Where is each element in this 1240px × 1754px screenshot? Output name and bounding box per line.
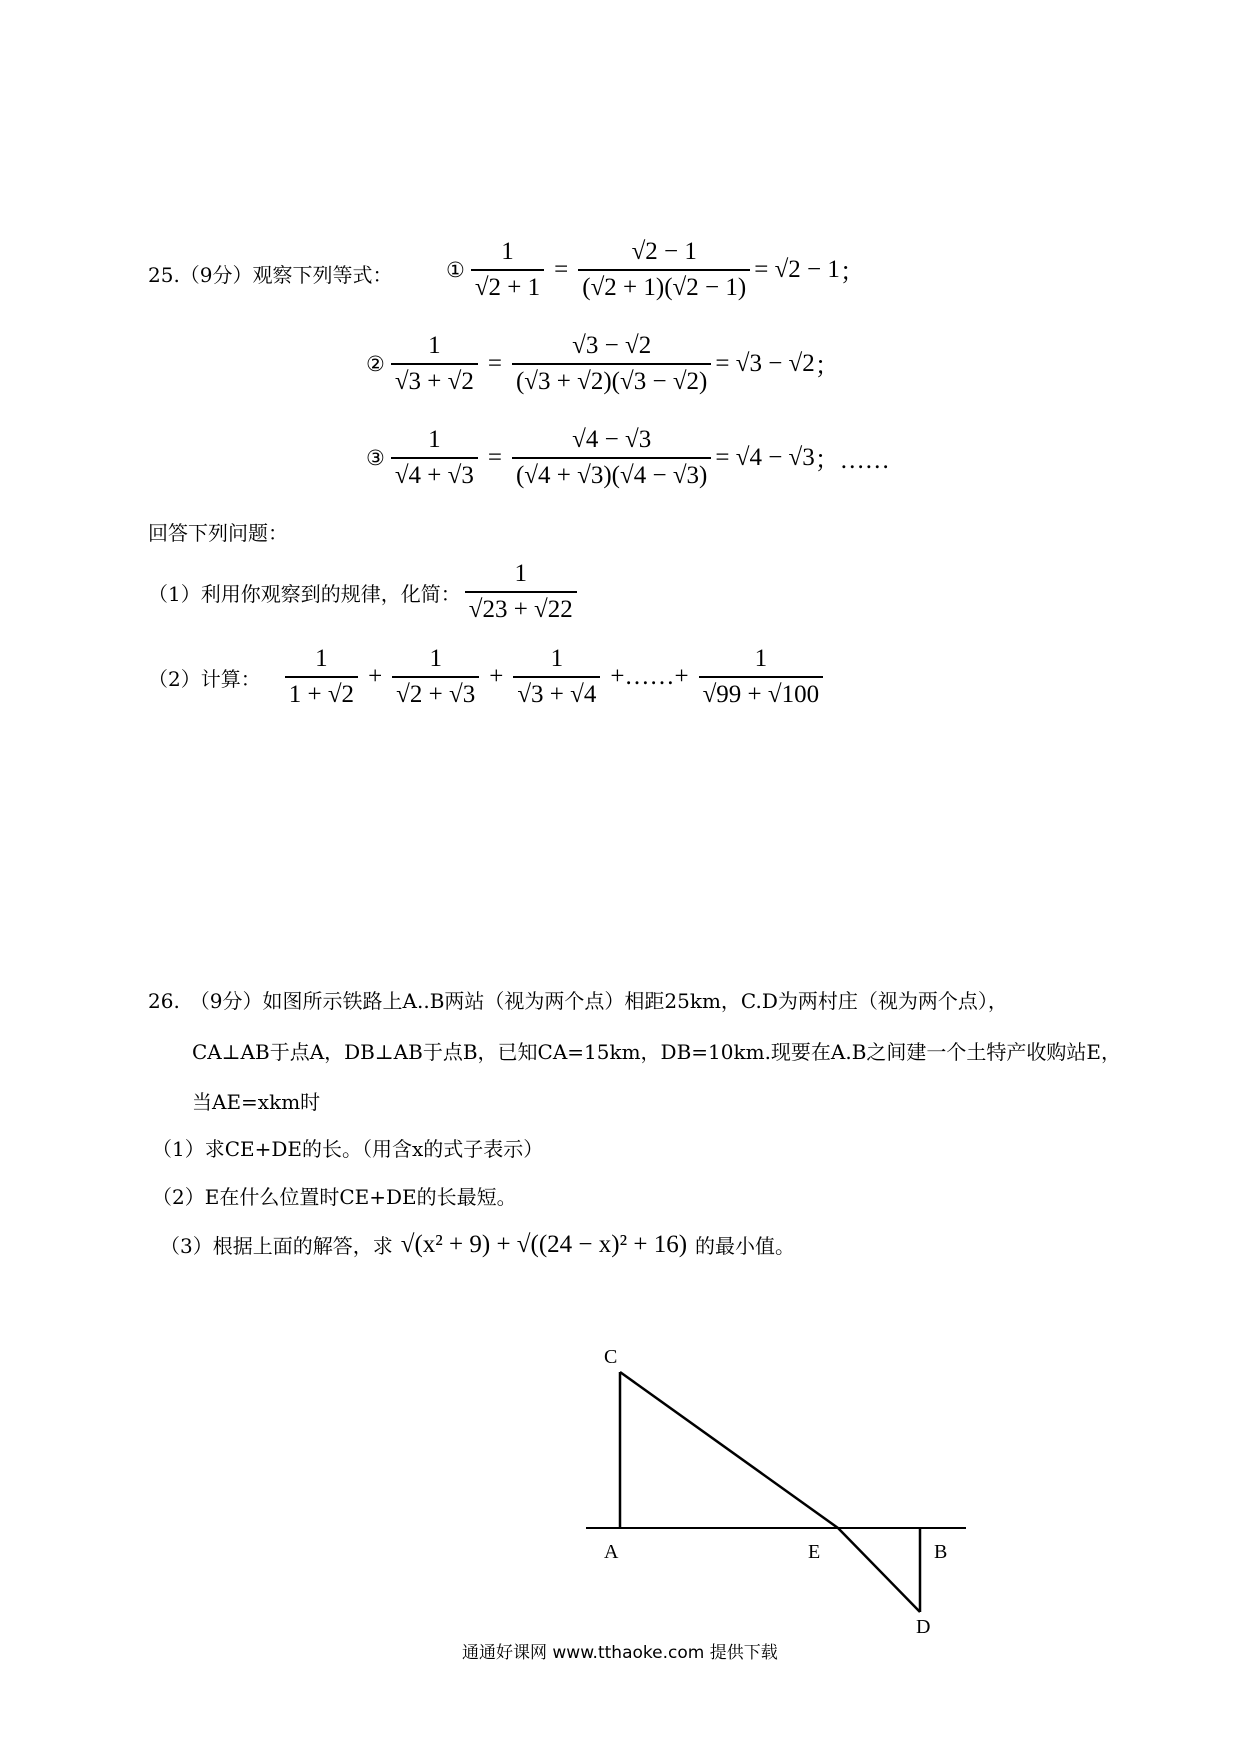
page-footer: 通通好课网 www.tthaoke.com 提供下载 bbox=[462, 1643, 778, 1663]
marker-3: ③ bbox=[366, 446, 385, 470]
part2-text: （2）计算： bbox=[148, 666, 261, 691]
label-e: E bbox=[808, 1541, 821, 1563]
label-d: D bbox=[916, 1616, 931, 1638]
part3-expression: √(x² + 9) + √((24 − x)² + 16) bbox=[400, 1230, 688, 1258]
q25-equation-3 bbox=[366, 426, 890, 490]
plus-sign: + bbox=[489, 663, 504, 690]
eq2-mid-num: √3 − √2 bbox=[572, 332, 652, 359]
marker-1: ① bbox=[446, 258, 465, 282]
eq2-lhs-num: 1 bbox=[428, 332, 441, 359]
eq3-lhs-fraction bbox=[391, 426, 478, 490]
q26-part-2: （2）E在什么位置时CE+DE的长最短。 bbox=[152, 1185, 517, 1209]
eq3-rhs: = √4 − √3 bbox=[715, 444, 815, 471]
eq3-mid-num: √4 − √3 bbox=[572, 426, 652, 453]
q26-line-3: 当AE=xkm时 bbox=[192, 1090, 321, 1114]
plus-dots: +……+ bbox=[610, 663, 689, 690]
eq3-lhs-num: 1 bbox=[428, 426, 441, 453]
geometry-figure bbox=[560, 1320, 980, 1640]
eq2-lhs-den: √3 + √2 bbox=[391, 363, 478, 396]
equals-sign: = bbox=[487, 350, 502, 377]
plus-sign: + bbox=[368, 663, 383, 690]
equals-sign: = bbox=[554, 256, 569, 283]
answer-intro: 回答下列问题： bbox=[148, 521, 288, 545]
eq2-mid-den: (√3 + √2)(√3 − √2) bbox=[512, 363, 711, 396]
part1-fraction bbox=[465, 560, 577, 624]
eq1-rhs: = √2 − 1 bbox=[754, 256, 840, 283]
equals-sign: = bbox=[487, 444, 502, 471]
q26-line-2: CA⊥AB于点A，DB⊥AB于点B，已知CA=15km，DB=10km.现要在A.B之间建一个土特产收购站E， bbox=[192, 1040, 1122, 1064]
q25-equation-1 bbox=[446, 238, 865, 302]
eq2-tail: ； bbox=[814, 353, 840, 380]
part1-den: √23 + √22 bbox=[465, 591, 577, 624]
part2-term-2 bbox=[392, 645, 479, 709]
q25-equation-2 bbox=[366, 332, 840, 396]
eq1-tail: ； bbox=[839, 259, 865, 286]
part2-term-1 bbox=[285, 645, 358, 709]
q25-part-2 bbox=[148, 645, 827, 709]
segment-ce bbox=[620, 1372, 838, 1528]
eq1-mid-fraction bbox=[578, 238, 750, 302]
eq2-mid-fraction bbox=[512, 332, 711, 396]
term3-den: √3 + √4 bbox=[513, 676, 600, 709]
marker-2: ② bbox=[366, 352, 385, 376]
eq3-mid-den: (√4 + √3)(√4 − √3) bbox=[512, 457, 711, 490]
segment-ed bbox=[838, 1528, 920, 1612]
term4-den: √99 + √100 bbox=[699, 676, 824, 709]
eq3-mid-fraction bbox=[512, 426, 711, 490]
term4-num: 1 bbox=[754, 645, 768, 672]
term1-num: 1 bbox=[315, 645, 328, 672]
label-a: A bbox=[604, 1541, 619, 1563]
part3-post: 的最小值。 bbox=[695, 1234, 796, 1258]
q26-part-3 bbox=[160, 1230, 795, 1259]
term1-den: 1 + √2 bbox=[285, 676, 358, 709]
eq2-rhs: = √3 − √2 bbox=[715, 350, 815, 377]
eq1-lhs-num: 1 bbox=[501, 238, 514, 265]
q25-header: 25.（9分）观察下列等式： bbox=[148, 263, 393, 287]
part1-text: （1）利用你观察到的规律，化简： bbox=[148, 581, 461, 606]
term3-num: 1 bbox=[550, 645, 564, 672]
eq3-lhs-den: √4 + √3 bbox=[391, 457, 478, 490]
eq1-lhs-den: √2 + 1 bbox=[471, 269, 544, 302]
part1-num: 1 bbox=[514, 560, 527, 587]
q26-line-1: 26. （9分）如图所示铁路上A..B两站（视为两个点）相距25km，C.D为两村庄（视为两个点）， bbox=[148, 989, 1008, 1013]
eq2-lhs-fraction bbox=[391, 332, 478, 396]
eq1-lhs-fraction bbox=[471, 238, 544, 302]
q25-part-1 bbox=[148, 560, 581, 624]
part3-pre: （3）根据上面的解答，求 bbox=[160, 1234, 393, 1258]
label-b: B bbox=[934, 1541, 948, 1563]
eq3-tail: ；…… bbox=[814, 447, 890, 474]
eq1-mid-den: (√2 + 1)(√2 − 1) bbox=[578, 269, 750, 302]
part2-term-3 bbox=[513, 645, 600, 709]
eq1-mid-num: √2 − 1 bbox=[631, 238, 697, 265]
term2-den: √2 + √3 bbox=[392, 676, 479, 709]
part2-term-4 bbox=[699, 645, 824, 709]
label-c: C bbox=[604, 1346, 618, 1368]
q26-part-1: （1）求CE+DE的长。（用含x的式子表示） bbox=[152, 1137, 544, 1161]
term2-num: 1 bbox=[429, 645, 442, 672]
